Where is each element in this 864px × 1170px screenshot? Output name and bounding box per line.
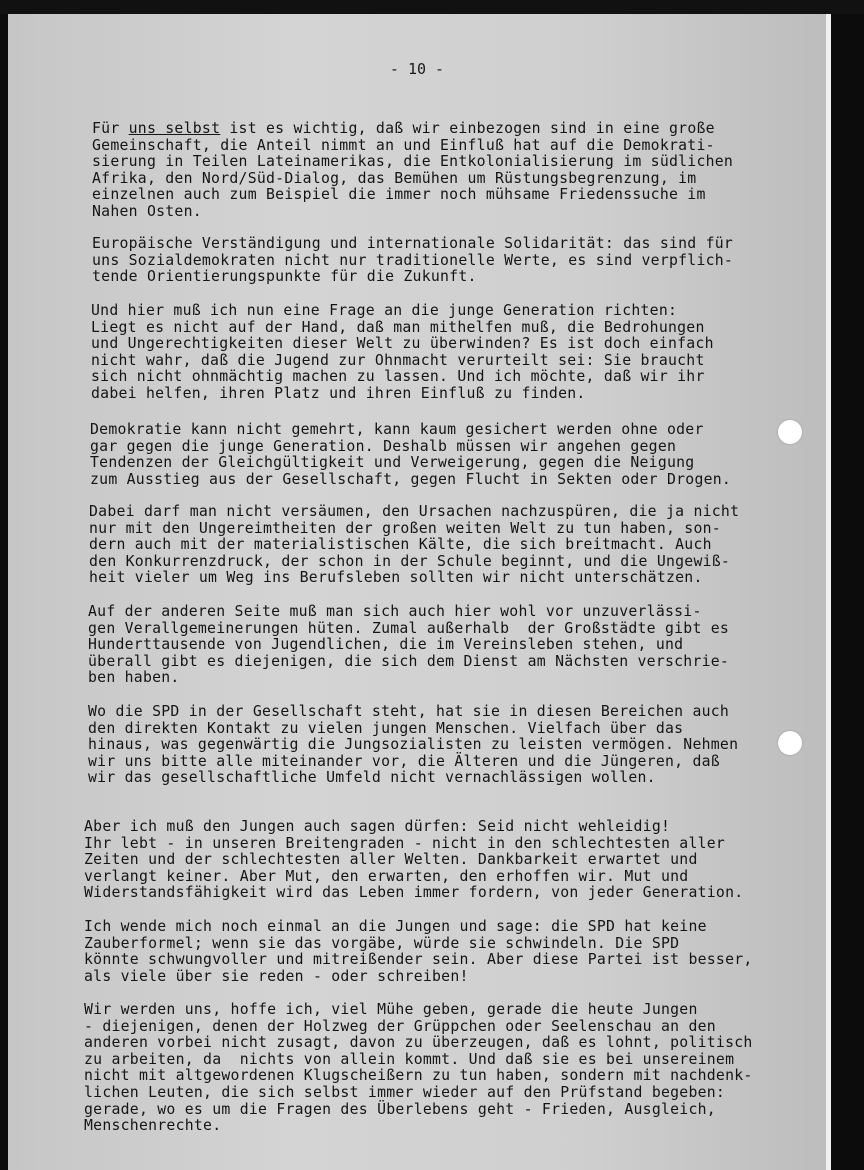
paragraph-line: zu arbeiten, da nichts von allein kommt. Und daß sie es bei unsereinem [84,1050,735,1068]
paragraph-5 [89,504,739,587]
paragraph-line: anderen vorbei nicht zusagt, davon zu überzeugen, daß es lohnt, politisch [84,1034,753,1052]
paragraph-10 [84,1002,753,1135]
paragraph-line: als viele über sie reden - oder schreiben! [84,967,469,985]
punch-hole-lower [778,731,802,755]
paragraph-line: gerade, wo es um die Fragen des Überlebens geht - Frieden, Ausgleich, [84,1100,716,1118]
paragraph-2 [92,236,733,286]
paragraph-line: dabei helfen, ihren Platz und ihren Einfluß zu finden. [91,384,586,402]
paragraph-line: uns Sozialdemokraten nicht nur traditionelle Werte, es sind verpflich- [92,251,734,269]
paragraph-1 [92,121,733,221]
paragraph-line: wir uns bitte alle miteinander vor, die Älteren und die Jüngeren, daß [88,752,720,770]
paragraph-line: könnte schwungvoller und mitreißender sein. Aber diese Partei ist besser, [84,951,753,969]
paragraph-line: hinaus, was gegenwärtig die Jungsozialisten zu leisten vermögen. Nehmen [88,736,739,754]
scan-border-top [0,0,864,14]
paragraph-8 [84,819,743,902]
paragraph-line: Europäische Verständigung und internationale Solidarität: das sind für [92,235,734,252]
paragraph-line: wir das gesellschaftliche Umfeld nicht vernachlässigen wollen. [88,769,656,787]
paragraph-line: Aber ich muß den Jungen auch sagen dürfen: Seid nicht wehleidig! [84,818,671,835]
paragraph-line: Ich wende mich noch einmal an die Jungen und sage: die SPD hat keine [84,918,707,935]
paragraph-line: ben haben. [88,669,180,687]
paragraph-line: Widerstandsfähigkeit wird das Leben immer fordern, von jeder Generation. [84,884,744,902]
paragraph-line: - diejenigen, denen der Holzweg der Grüppchen oder Seelenschau an den [84,1017,716,1035]
paragraph-line: überall gibt es diejenigen, die sich dem Dienst am Nächsten verschrie- [88,652,730,670]
paragraph-line: Liegt es nicht auf der Hand, daß man mithelfen muß, die Bedrohungen [91,318,705,336]
paragraph-line: Zauberformel; wenn sie das vorgäbe, würde sie schwindeln. Die SPD [84,934,680,952]
paragraph-line: nicht mit altgewordenen Klugscheißern zu tun haben, sondern mit nachdenk- [84,1067,753,1085]
paragraph-line: nicht wahr, daß die Jugend zur Ohnmacht verurteilt sei: Sie braucht [91,351,705,369]
paragraph-line: Demokratie kann nicht gemehrt, kann kaum gesichert werden ohne oder [90,421,704,438]
paragraph-4 [90,422,731,488]
paragraph-line: den Konkurrenzdruck, der schon in der Schule beginnt, und die Ungewiß- [89,552,731,570]
paragraph-line: sich nicht ohnmächtig machen zu lassen. Und ich möchte, daß wir ihr [91,368,705,386]
paragraph-line: gen Verallgemeinerungen hüten. Zumal außerhalb der Großstädte gibt es [88,619,730,637]
paragraph-line: Afrika, den Nord/Süd-Dialog, das Bemühen um Rüstungsbegrenzung, im [92,169,697,187]
paragraph-line: heit vieler um Weg ins Berufsleben sollten wir nicht unterschätzen. [89,569,703,587]
paragraph-line: Und hier muß ich nun eine Frage an die junge Generation richten: [91,302,678,319]
paragraph-line: Zeiten und der schlechtesten aller Welten. Dankbarkeit erwartet und [84,851,698,869]
paragraph-line: Gemeinschaft, die Anteil nimmt an und Einfluß hat auf die Demokrati- [92,136,715,154]
paragraph-line: Auf der anderen Seite muß man sich auch hier wohl vor unzuverlässi- [88,603,702,620]
paragraph-line: Wir werden uns, hoffe ich, viel Mühe geben, gerade die heute Jungen [84,1001,698,1018]
paragraph-line: den direkten Kontakt zu vielen jungen Menschen. Vielfach über das [88,719,684,737]
paragraph-3 [91,303,714,403]
page-edge-right [826,14,831,1170]
paragraph-line: Dabei darf man nicht versäumen, den Ursachen nachzuspüren, die ja nicht [89,503,740,520]
paragraph-line: tende Orientierungspunkte für die Zukunft. [92,268,477,286]
paragraph-7 [88,704,738,787]
paragraph-line: Wo die SPD in der Gesellschaft steht, hat sie in diesen Bereichen auch [88,703,730,720]
paragraph-9 [84,919,753,985]
paragraph-line: Tendenzen der Gleichgültigkeit und Verweigerung, gegen die Neigung [90,454,695,472]
page-number: - 10 - [389,60,445,78]
paragraph-line: dern auch mit der materialistischen Kälte, die sich breitmacht. Auch [89,536,712,554]
paragraph-line: Ihr lebt - in unseren Breitengraden - nicht in den schlechtesten aller [84,834,726,852]
paragraph-line: gar gegen die junge Generation. Deshalb müssen wir angehen gegen [90,437,677,455]
paragraph-6 [88,604,729,687]
paragraph-line: lichen Leuten, die sich selbst immer wieder auf den Prüfstand begeben: [84,1083,726,1101]
punch-hole-upper [778,420,802,444]
paragraph-line: Hunderttausende von Jugendlichen, die im Vereinsleben stehen, und [88,636,684,654]
paragraph-line: einzelnen auch zum Beispiel die immer noch mühsame Friedenssuche im [92,186,706,204]
paragraph-line: Menschenrechte. [84,1117,222,1135]
emphasis-underlined: uns selbst [128,120,221,137]
document-page [8,14,826,1170]
paragraph-line: und Ungerechtigkeiten dieser Welt zu überwinden? Es ist doch einfach [91,335,714,353]
paragraph-line: Nahen Osten. [92,202,202,220]
paragraph-line: sierung in Teilen Lateinamerikas, die Entkolonialisierung im südlichen [92,153,734,171]
paragraph-line: zum Ausstieg aus der Gesellschaft, gegen Flucht in Sekten oder Drogen. [90,470,732,488]
paragraph-line: Für uns selbst ist es wichtig, daß wir einbezogen sind in eine große [92,120,715,137]
paragraph-line: verlangt keiner. Aber Mut, den erwarten, den erhoffen wir. Mut und [84,867,689,885]
paragraph-line: nur mit den Ungereimtheiten der großen weiten Welt zu tun haben, son- [89,519,721,537]
